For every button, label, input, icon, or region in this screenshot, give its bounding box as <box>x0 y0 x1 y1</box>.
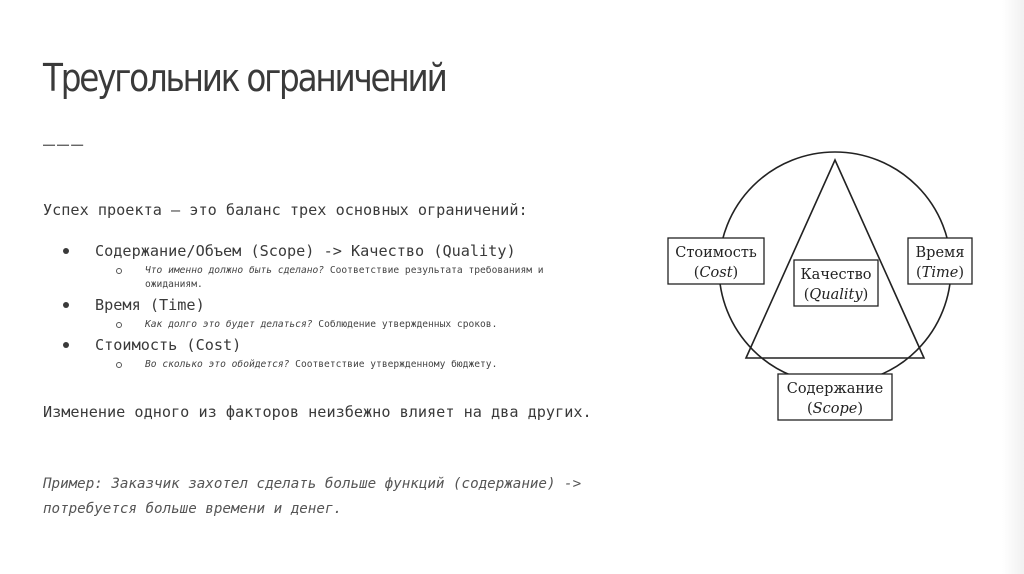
sub-question: Что именно должно быть сделано? <box>145 265 325 276</box>
sub-detail: Соответствие утвержденному бюджету. <box>289 359 498 370</box>
sub-item <box>95 318 605 332</box>
sub-detail: Соответствие результата требованиям и ожиданиям. <box>145 265 544 290</box>
time-term: Time <box>921 265 959 281</box>
title-rule: ——— <box>43 132 86 156</box>
example-text: Пример: Заказчик захотел сделать больше функций (содержание) -> потребуется больше времени и денег. <box>43 476 582 517</box>
sub-detail: Соблюдение утвержденных сроков. <box>312 319 498 330</box>
quality-term-line <box>804 287 869 303</box>
sub-question: Как долго это будет делаться? <box>145 319 313 330</box>
sub-question: Во сколько это обойдется? <box>145 359 290 370</box>
cost-open-paren: ( <box>693 265 700 281</box>
change-text: Изменение одного из факторов неизбежно влияет на два других. <box>43 403 592 421</box>
scope-box <box>778 374 892 420</box>
page-edge <box>1002 0 1024 574</box>
bullet-cost: Стоимость (Cost) <box>95 336 242 354</box>
scope-term-line <box>807 401 863 417</box>
time-box <box>908 238 972 284</box>
time-word: Время <box>915 245 965 261</box>
scope-word: Содержание <box>786 381 884 397</box>
bullet-scope: Содержание/Объем (Scope) -> Качество (Quality) <box>95 242 516 260</box>
scope-close-paren: ) <box>857 401 863 417</box>
bullet-dot-icon <box>63 302 69 308</box>
intro-text: Успех проекта — это баланс трех основных ограничений: <box>43 201 528 219</box>
quality-term: Quality <box>809 287 863 303</box>
time-term-line <box>916 265 964 281</box>
slide-title: Треугольник ограничений <box>43 56 446 100</box>
scope-term: Scope <box>812 401 858 417</box>
sub-item <box>95 358 605 372</box>
quality-word: Качество <box>800 267 872 283</box>
bullet-dot-icon <box>63 342 69 348</box>
bullet-dot-icon <box>63 248 69 254</box>
constraint-triangle <box>746 160 924 358</box>
quality-open-paren: ( <box>803 287 810 303</box>
cost-word: Стоимость <box>675 245 757 261</box>
cost-box <box>668 238 764 284</box>
bullet-time: Время (Time) <box>95 296 205 314</box>
list-item <box>43 294 643 332</box>
constraint-list <box>43 240 643 374</box>
quality-close-paren: ) <box>862 287 869 303</box>
cost-close-paren: ) <box>732 265 739 281</box>
time-close-paren: ) <box>958 265 964 281</box>
triple-constraint-diagram <box>660 150 980 430</box>
list-item <box>43 334 643 372</box>
scope-open-paren: ( <box>807 401 813 417</box>
time-open-paren: ( <box>916 265 922 281</box>
list-item <box>43 240 643 292</box>
circle-bullet-icon <box>116 322 122 328</box>
cost-term-line <box>694 265 738 281</box>
circle-bullet-icon <box>116 362 122 368</box>
cost-term: Cost <box>699 265 733 281</box>
sub-item <box>95 264 605 292</box>
circle-bullet-icon <box>116 268 122 274</box>
quality-box <box>794 260 878 306</box>
